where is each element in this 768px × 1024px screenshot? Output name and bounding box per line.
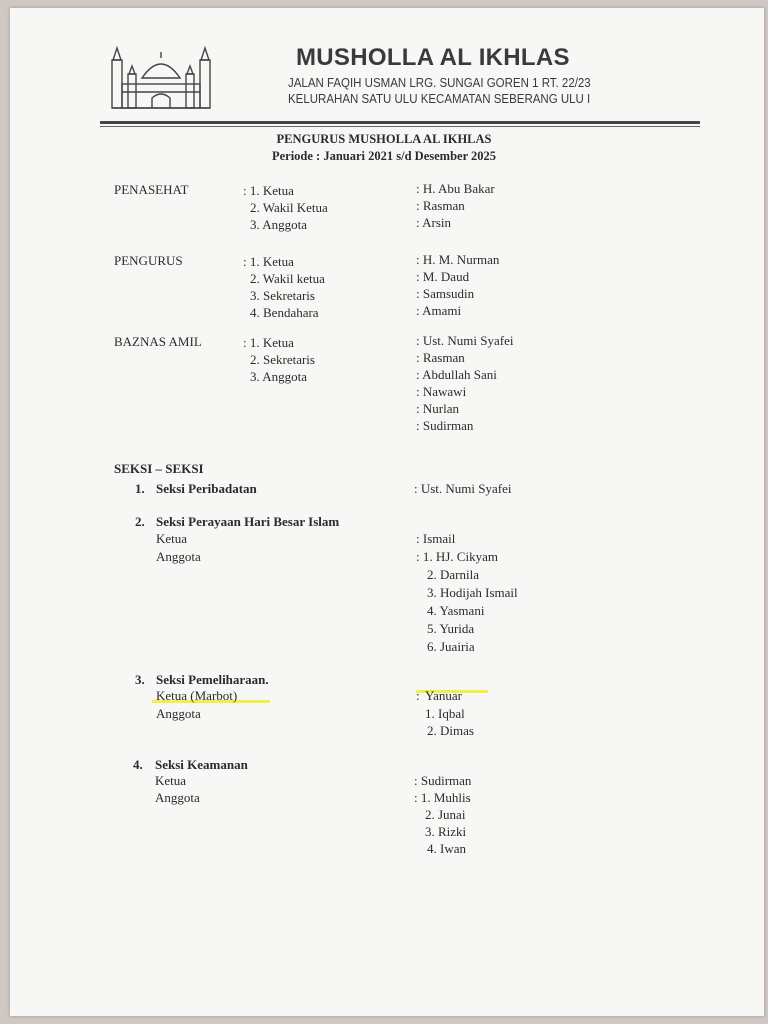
- member-name: : Rasman: [416, 350, 465, 365]
- anggota-label: Anggota: [156, 706, 201, 721]
- anggota-item: 2. Darnila: [427, 567, 479, 582]
- member-name: : Nurlan: [416, 401, 459, 416]
- group-label: BAZNAS AMIL: [114, 334, 202, 349]
- ketua-value: : Ismail: [416, 531, 456, 546]
- member-name: : M. Daud: [416, 269, 470, 284]
- section-number: 1.: [135, 481, 145, 496]
- document-period: Periode : Januari 2021 s/d Desember 2025: [271, 149, 497, 163]
- anggota-item: : 1. HJ. Cikyam: [416, 549, 498, 564]
- section-value: : Ust. Numi Syafei: [414, 481, 512, 496]
- document-title: PENGURUS MUSHOLLA AL IKHLAS: [276, 132, 492, 146]
- section-number: 2.: [135, 514, 145, 529]
- mosque-icon: [108, 44, 214, 112]
- section-number: 4.: [133, 757, 143, 772]
- section-title: Seksi Pemeliharaan.: [156, 672, 269, 687]
- member-name: : Rasman: [416, 198, 465, 213]
- group-label: PENASEHAT: [114, 182, 189, 197]
- member-name: : Sudirman: [416, 418, 474, 433]
- ketua-label: Ketua: [155, 773, 187, 788]
- role: : 1. Ketua: [243, 335, 294, 350]
- ketua-colon: :: [416, 688, 420, 703]
- section-title: Seksi Keamanan: [155, 757, 248, 772]
- anggota-item: 4. Yasmani: [427, 603, 485, 618]
- ketua-label-highlighted: Ketua (Marbot): [156, 688, 238, 703]
- member-name: : Abdullah Sani: [416, 367, 497, 382]
- header-title: MUSHOLLA AL IKHLAS: [296, 44, 570, 71]
- anggota-item: 4. Iwan: [427, 841, 466, 856]
- sections-heading: SEKSI – SEKSI: [114, 461, 204, 476]
- anggota-item: 2. Junai: [425, 807, 466, 822]
- anggota-label: Anggota: [156, 549, 201, 564]
- anggota-item: 1. Iqbal: [425, 706, 465, 721]
- member-name: : Ust. Numi Syafei: [416, 333, 514, 348]
- anggota-item: 6. Juairia: [427, 639, 475, 654]
- role: 3. Anggota: [250, 217, 308, 232]
- member-name: : H. Abu Bakar: [416, 181, 495, 196]
- role: 2. Sekretaris: [250, 352, 315, 367]
- role: : 1. Ketua: [243, 254, 294, 269]
- role: 3. Sekretaris: [250, 288, 315, 303]
- anggota-label: Anggota: [155, 790, 200, 805]
- anggota-item: 5. Yurida: [427, 621, 475, 636]
- member-name: : Nawawi: [416, 384, 467, 399]
- anggota-item: 3. Hodijah Ismail: [427, 585, 518, 600]
- anggota-item: 3. Rizki: [425, 824, 467, 839]
- member-name: : Amami: [416, 303, 462, 318]
- anggota-item: 2. Dimas: [427, 723, 474, 738]
- group-label: PENGURUS: [114, 253, 183, 268]
- role: 2. Wakil Ketua: [250, 200, 328, 215]
- role: 3. Anggota: [250, 369, 308, 384]
- member-name: : Arsin: [416, 215, 452, 230]
- ketua-value-highlighted: Yanuar: [425, 688, 462, 703]
- anggota-item: : 1. Muhlis: [414, 790, 471, 805]
- member-name: : H. M. Nurman: [416, 252, 500, 267]
- header-divider-thin: [100, 126, 700, 127]
- role: : 1. Ketua: [243, 183, 294, 198]
- header-divider: [100, 121, 700, 124]
- section-title: Seksi Peribadatan: [156, 481, 257, 496]
- role: 2. Wakil ketua: [250, 271, 325, 286]
- address-line-1: JALAN FAQIH USMAN LRG. SUNGAI GOREN 1 RT. 22/23: [288, 76, 591, 90]
- ketua-value: : Sudirman: [414, 773, 472, 788]
- section-title: Seksi Perayaan Hari Besar Islam: [156, 514, 340, 529]
- address-line-2: KELURAHAN SATU ULU KECAMATAN SEBERANG ULU I: [288, 92, 591, 106]
- member-name: : Samsudin: [416, 286, 475, 301]
- section-number: 3.: [135, 672, 145, 687]
- role: 4. Bendahara: [250, 305, 319, 320]
- ketua-label: Ketua: [156, 531, 188, 546]
